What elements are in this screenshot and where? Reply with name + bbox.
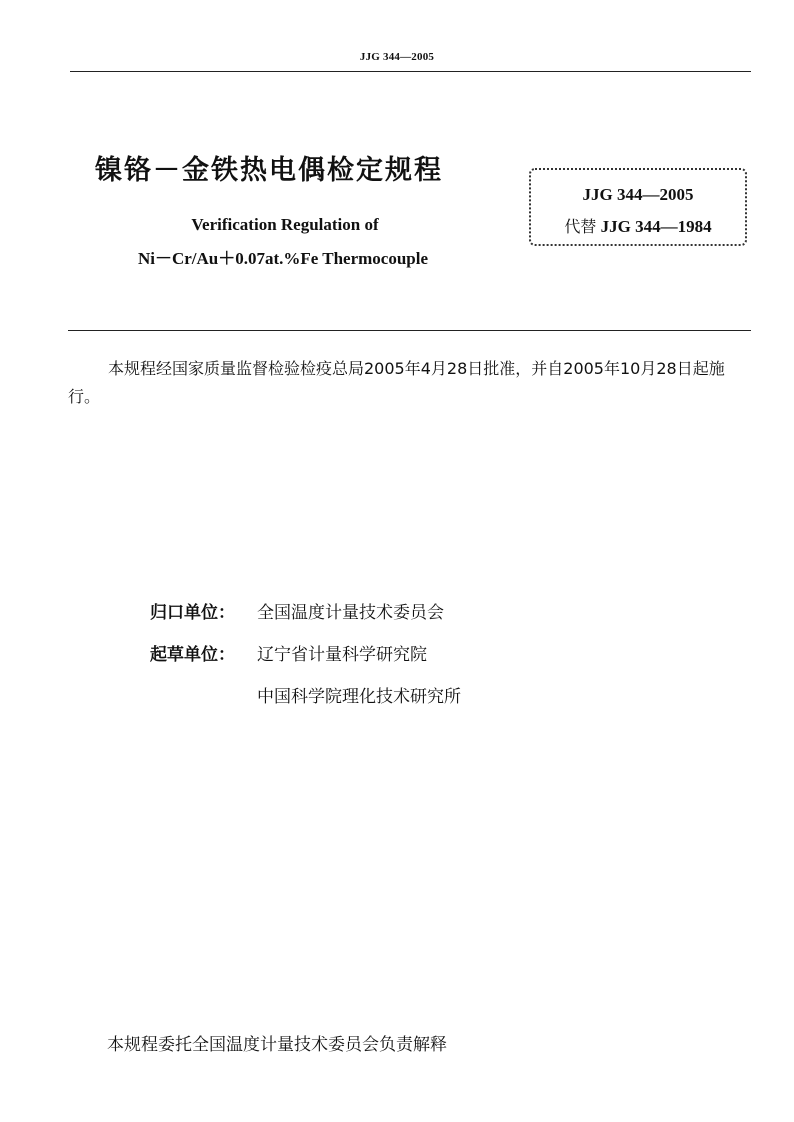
responsible-unit-value: 全国温度计量技术委员会 xyxy=(257,603,444,623)
drafting-unit-value-1: 辽宁省计量科学研究院 xyxy=(257,645,427,665)
interpretation-note: 本规程委托全国温度计量技术委员会负责解释 xyxy=(107,1035,447,1055)
regulation-number: JJG 344—2005 xyxy=(582,185,694,204)
replaces-line xyxy=(529,214,747,237)
drafting-unit-value-2: 中国科学院理化技术研究所 xyxy=(257,687,461,707)
document-title-english-line1: Verification Regulation of xyxy=(191,215,379,234)
document-title-english-line2: Ni－Cr/Au＋0.07at.%Fe Thermocouple xyxy=(137,249,429,268)
header-rule xyxy=(70,71,751,72)
document-title-chinese: 镍铬－金铁热电偶检定规程 xyxy=(95,155,443,186)
section-divider xyxy=(68,330,751,331)
responsible-unit-label: 归口单位： xyxy=(150,603,235,623)
approval-statement: 本规程经国家质量监督检验检疫总局2005年4月28日批准，并自2005年10月28日起施行。 xyxy=(68,359,725,406)
running-header: JJG 344—2005 xyxy=(359,51,435,63)
replaced-regulation-number: JJG 344—1984 xyxy=(600,217,712,236)
drafting-unit-label: 起草单位： xyxy=(150,645,235,665)
replaces-prefix: 代替 xyxy=(564,217,597,236)
